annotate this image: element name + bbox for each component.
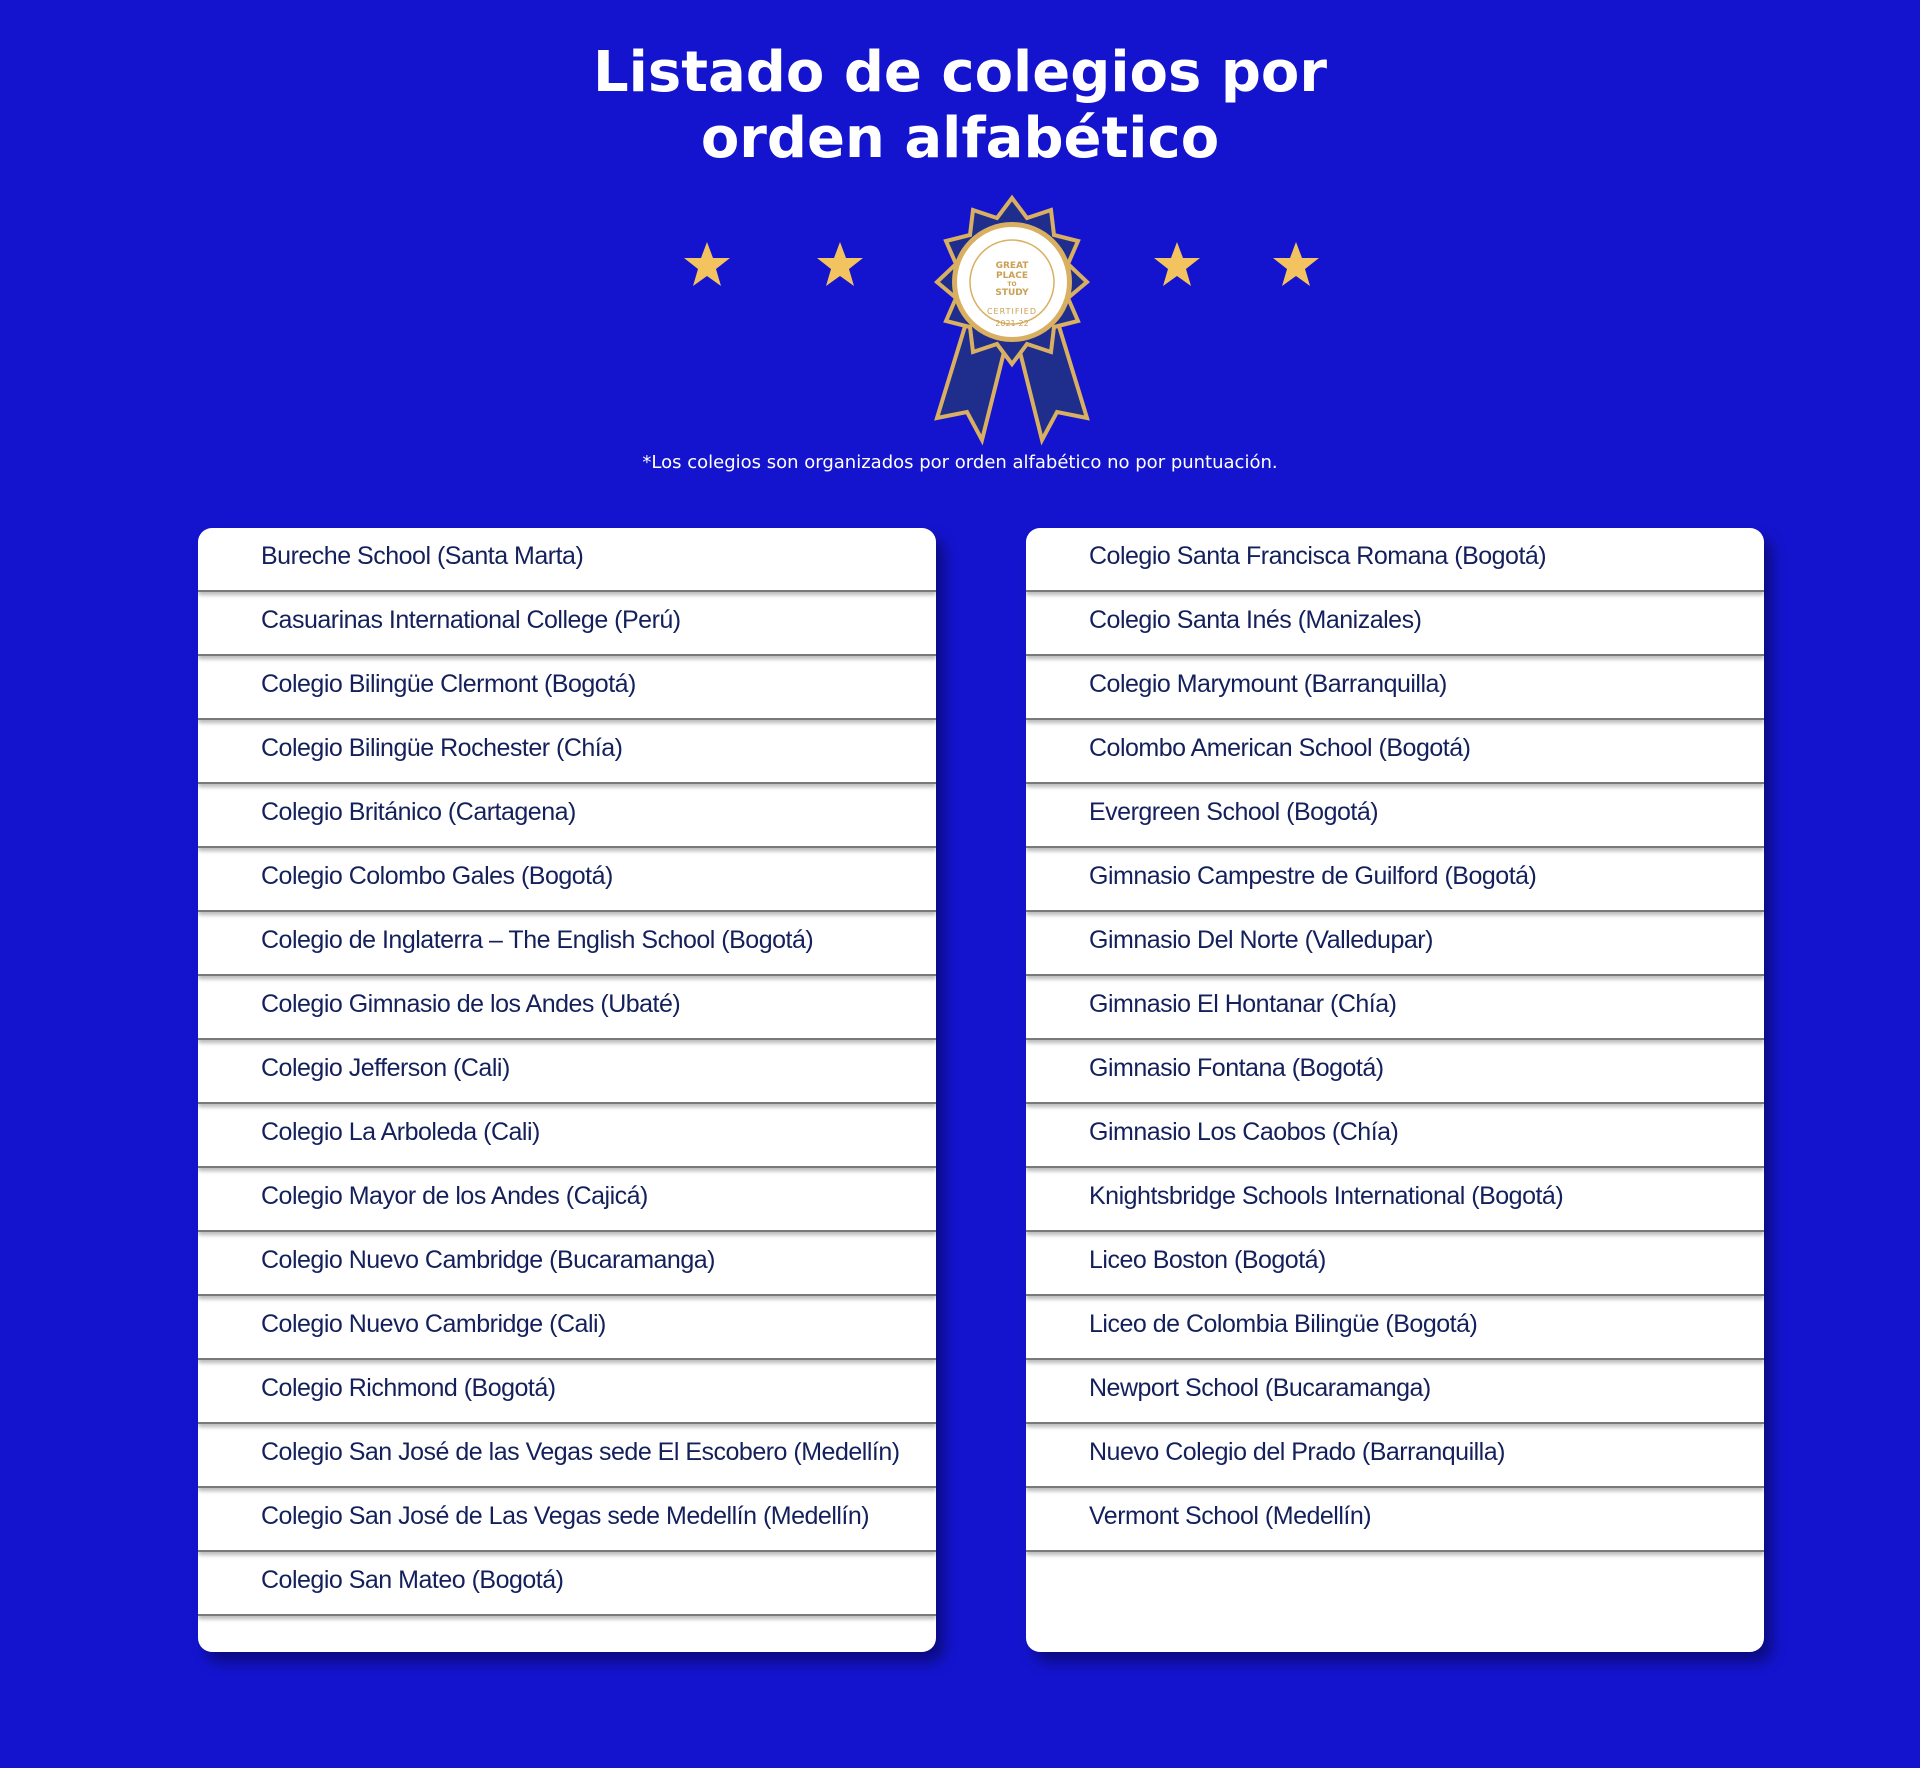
school-name: Colegio Jefferson (Cali) (261, 1054, 510, 1082)
list-item (198, 592, 936, 656)
school-name: Nuevo Colegio del Prado (Barranquilla) (1089, 1438, 1505, 1466)
school-name: Colegio Nuevo Cambridge (Cali) (261, 1310, 606, 1338)
badge-text-certified: CERTIFIED (986, 307, 1038, 316)
list-item (198, 1552, 936, 1616)
list-item (198, 976, 936, 1040)
school-name: Colombo American School (Bogotá) (1089, 734, 1471, 762)
sorting-note: *Los colegios son organizados por orden alfabético no por puntuación. (642, 452, 1278, 473)
list-item (198, 1232, 936, 1296)
list-item (198, 1488, 936, 1552)
school-name: Colegio Richmond (Bogotá) (261, 1374, 556, 1402)
list-item (1026, 912, 1764, 976)
school-name: Colegio San Mateo (Bogotá) (261, 1566, 564, 1594)
star-icon (815, 240, 865, 290)
school-name: Colegio Bilingüe Rochester (Chía) (261, 734, 623, 762)
school-name: Liceo Boston (Bogotá) (1089, 1246, 1326, 1274)
list-item (1026, 1360, 1764, 1424)
list-item (198, 848, 936, 912)
school-name: Bureche School (Santa Marta) (261, 542, 584, 570)
list-item (198, 784, 936, 848)
list-item (198, 1360, 936, 1424)
list-item (1026, 656, 1764, 720)
school-name: Colegio Santa Inés (Manizales) (1089, 606, 1422, 634)
list-item (1026, 1488, 1764, 1552)
list-item (1026, 720, 1764, 784)
list-item (1026, 592, 1764, 656)
title-line-2: orden alfabético (700, 106, 1220, 171)
badge-text-place: PLACE (995, 271, 1029, 281)
badge-text-study: STUDY (995, 288, 1029, 298)
school-name: Colegio Gimnasio de los Andes (Ubaté) (261, 990, 681, 1018)
school-name: Liceo de Colombia Bilingüe (Bogotá) (1089, 1310, 1478, 1338)
page-title (0, 40, 1920, 172)
certification-badge (912, 190, 1112, 450)
school-list-left (198, 528, 936, 1652)
school-name: Vermont School (Medellín) (1089, 1502, 1372, 1530)
school-name: Colegio de Inglaterra – The English School (Bogotá) (261, 926, 814, 954)
list-item (1026, 784, 1764, 848)
school-name: Colegio Británico (Cartagena) (261, 798, 576, 826)
school-name: Gimnasio Campestre de Guilford (Bogotá) (1089, 862, 1537, 890)
school-name: Colegio La Arboleda (Cali) (261, 1118, 540, 1146)
school-name: Gimnasio Fontana (Bogotá) (1089, 1054, 1384, 1082)
school-name: Colegio Colombo Gales (Bogotá) (261, 862, 613, 890)
list-item (1026, 1040, 1764, 1104)
school-name: Colegio Santa Francisca Romana (Bogotá) (1089, 542, 1547, 570)
list-item (198, 912, 936, 976)
school-name: Gimnasio El Hontanar (Chía) (1089, 990, 1397, 1018)
list-item (198, 1296, 936, 1360)
badge-text-to: TO (1007, 281, 1017, 288)
list-item (1026, 1424, 1764, 1488)
list-item (1026, 976, 1764, 1040)
school-name: Newport School (Bucaramanga) (1089, 1374, 1431, 1402)
list-item (198, 1104, 936, 1168)
list-item (198, 1168, 936, 1232)
school-name: Casuarinas International College (Perú) (261, 606, 681, 634)
school-name: Gimnasio Los Caobos (Chía) (1089, 1118, 1399, 1146)
school-name: Colegio Marymount (Barranquilla) (1089, 670, 1447, 698)
list-item (1026, 1168, 1764, 1232)
list-item (198, 656, 936, 720)
school-name: Colegio Nuevo Cambridge (Bucaramanga) (261, 1246, 715, 1274)
title-line-1: Listado de colegios por (593, 40, 1327, 105)
list-item (1026, 1232, 1764, 1296)
school-list-right (1026, 528, 1764, 1652)
badge-text-great: GREAT (995, 261, 1029, 271)
school-name: Knightsbridge Schools International (Bogotá) (1089, 1182, 1564, 1210)
list-item (1026, 528, 1764, 592)
list-item (1026, 1104, 1764, 1168)
list-item (1026, 1296, 1764, 1360)
star-icon (1152, 240, 1202, 290)
certification-area (0, 190, 1920, 460)
list-item (198, 1040, 936, 1104)
list-item (1026, 848, 1764, 912)
school-name: Colegio San José de Las Vegas sede Medellín (Medellín) (261, 1502, 870, 1530)
list-item (198, 528, 936, 592)
badge-text-year: 2021-22 (995, 319, 1029, 328)
school-name: Colegio Bilingüe Clermont (Bogotá) (261, 670, 636, 698)
school-name: Evergreen School (Bogotá) (1089, 798, 1379, 826)
star-icon (682, 240, 732, 290)
star-icon (1271, 240, 1321, 290)
school-name: Colegio Mayor de los Andes (Cajicá) (261, 1182, 648, 1210)
list-item (198, 720, 936, 784)
school-name: Gimnasio Del Norte (Valledupar) (1089, 926, 1433, 954)
list-item (198, 1424, 936, 1488)
school-name: Colegio San José de las Vegas sede El Escobero (Medellín) (261, 1438, 900, 1466)
